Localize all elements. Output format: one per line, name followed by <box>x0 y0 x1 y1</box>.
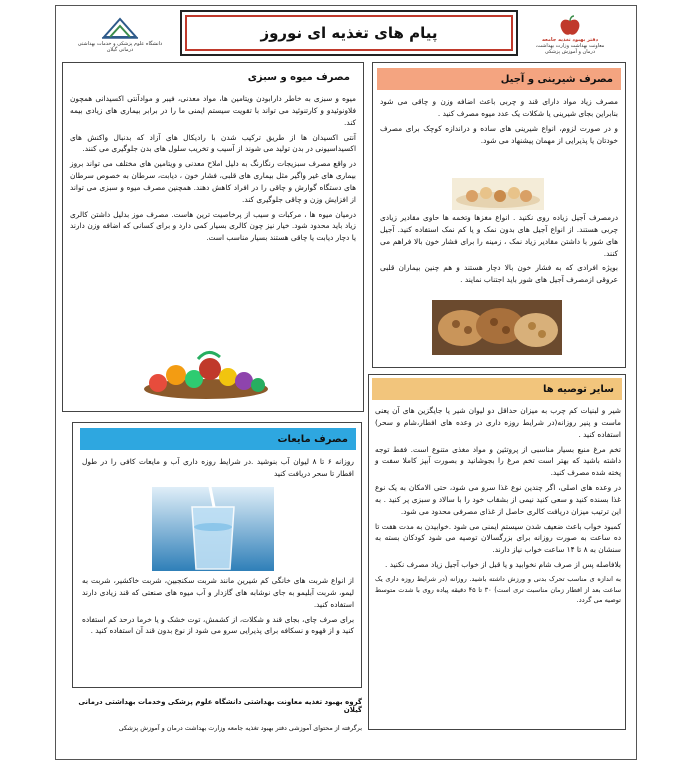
tips-text <box>375 405 621 609</box>
page-title-box <box>180 10 518 56</box>
tips-paragraph-5: بلافاصله پس از صرف شام نخوابید و یا قبل از خواب آجیل زیاد مصرف نکنید . <box>385 560 621 570</box>
university-emblem-icon <box>100 15 140 41</box>
sweets-paragraph-1: مصرف زیاد مواد دارای قند و چربی باعث اضافه وزن و چاقی می شود بنابراین بجای شیرینی یا شکلات یک عدد میوه مصرف کنید . <box>380 97 618 118</box>
university-logo <box>70 14 170 54</box>
nutrition-office-logo <box>530 12 610 58</box>
tips-paragraph-6: به اندازه ی مناسب تحرک بدنی و ورزش داشته باشید. روزانه (در شرایط روزه داری یک ساعت بعد از افطار زمان مناسبت تری است) ۳۰ تا ۴۵ دقیقه پیاده روی با شدت متوسط توصیه می گردد. <box>375 574 621 605</box>
university-logo-text: دانشگاه علوم پزشکی و خدمات بهداشتی درمانی گیلان <box>77 41 163 53</box>
fluids-paragraph-1: روزانه ۶ تا ۸ لیوان آب بنوشید .در شرایط روزه داری آب و مایعات کافی را در طول افطار تا سحر دریافت کنید <box>82 457 354 478</box>
tips-heading: سایر توصیه ها <box>372 378 622 400</box>
nutrition-office-title: دفتر بهبود تغذیه جامعه <box>541 37 599 43</box>
apple-icon <box>558 15 582 37</box>
tips-paragraph-3: در وعده های اصلی، اگر چندین نوع غذا سرو می شود، حتی الامکان به یک نوع غذا بسنده کنید و سعی کنید نیمی از بشقاب خود را با سالاد و سبزی پر کنید . به این ترتیب میزان دریافت کالری حاصل از غذای مصرفی محدود می شود. <box>375 483 621 516</box>
footer-credit: گروه بهبود تغذیه معاونت بهداشتی دانشگاه علوم پزشکی وخدمات بهداشتی درمانی گیلان <box>78 698 362 714</box>
sweets-image <box>452 178 544 210</box>
sweets-paragraph-3: درمصرف آجیل زیاده روی نکنید . انواع مغزها وتخمه ها حاوی مقادیر زیادی چربی هستند. از انواع آجیل های بدون نمک و یا کم نمک استفاده کنید. آجیل های شور با داشتن مقادیر زیاد نمک ، زمینه را برای فشار خون بالا فراهم می کنند. <box>380 213 618 258</box>
tips-paragraph-4: کمبود خواب باعث ضعیف شدن سیستم ایمنی می شود .خوابیدن به مدت هفت تا ده ساعت به صورت روزانه برای بزرگسالان توصیه می شود کودکان بسته به سنشان به ۸ تا ۱۴ ساعت خواب نیاز دارند. <box>375 521 621 555</box>
water-glass-image <box>152 487 274 571</box>
sweets-text-bottom <box>380 212 618 289</box>
tips-paragraph-1: شیر و لبنیات کم چرب به میزان حداقل دو لیوان شیر یا جایگزین های آن یعنی ماست و پنیر روزانه(در شرایط روزه داری در وعده های افطار،شام و سحر) استفاده کنید . <box>375 406 621 439</box>
nutrition-office-subtitle: معاونت بهداشت وزارت بهداشت، درمان و آموزش پزشکی <box>535 43 605 55</box>
sweets-text-top <box>380 96 618 149</box>
fruits-paragraph-4: درمیان میوه ها ، مرکبات و سیب از پرخاصیت ترین هاست. مصرف موز بدلیل داشتن کالری زیاد باید محدود شود. خیار نیز چون کالری بسیار کمی دارد و برای کسانی که اضافه وزن دارند یا دچار دیابت یا چاقی هستند بسیار مناسب است. <box>70 209 356 243</box>
fluids-paragraph-2: از انواع شربت های خانگی کم شیرین مانند شربت سکنجبین، شربت خاکشیر، شربت به لیمو، شربت آبلیمو به جای نوشابه های گازدار و آب میوه های صنعتی که قند زیادی دارند استفاده کنید. <box>82 576 354 609</box>
sweets-paragraph-2: و در صورت لزوم، انواع شیرینی های ساده و دراندازه کوچک برای مصرف خودتان یا پذیرایی از مهمان پیشنهاد می شود. <box>380 123 618 145</box>
fruits-paragraph-3: در واقع مصرف سبزیجات رنگارنگ به دلیل املاح معدنی و ویتامین های مختلف می تواند بروز بیماری های غیر واگیر مثل بیماری های قلبی، فشار خون ، دیابت، سرطان به خصوص سرطان های دستگاه گوارش و چاقی را در افراد کاهش دهند. همچنین مصرف میوه و سبزی می تواند از افزایش وزن و چاقی جلوگیری کند. <box>70 159 356 204</box>
fluids-text-bottom <box>82 575 354 640</box>
fruits-heading: مصرف میوه و سبزی <box>68 66 358 88</box>
fruits-paragraph-2: آنتی اکسیدان ها از طریق ترکیب شدن با رادیکال های آزاد که بدنبال واکنش های اکسیداسیونی در بدن تولید می شوند از آسیب و تخریب سلول های بدن جلوگیری می کنند. <box>70 132 356 154</box>
fluids-heading: مصرف مایعات <box>80 428 356 450</box>
sweets-heading: مصرف شیرینی و آجیل <box>377 68 621 90</box>
fluids-text-top <box>82 456 354 483</box>
fruits-paragraph-1: میوه و سبزی به خاطر دارابودن ویتامین ها، مواد معدنی، فیبر و موادآنتی اکسیدانی همچون فلاونوئیدو و کارتنوئید می تواند با تقویت سیستم ایمنی ما را در برابر بیماری های زیادی بیمه کند. <box>70 94 356 127</box>
sweets-paragraph-4: بویژه افرادی که به فشار خون بالا دچار هستند و هم چنین بیماران قلبی عروقی ازمصرف آجیل های شور باید اجتناب نمایند . <box>380 263 618 285</box>
tips-paragraph-2: تخم مرغ منبع بسیار مناسبی از پروتئین و مواد مغذی متنوع است. فقط توجه داشته باشید که بهتر است تخم مرغ را بجوشانید و بصورت آبپز کاملا سفت و پخته شده مصرف کنید. <box>375 444 621 478</box>
footer-source: برگرفته از محتوای آموزشی دفتر بهبود تغذیه جامعه وزارت بهداشت درمان و آموزش پزشکی <box>118 724 362 732</box>
fruits-image <box>138 345 274 401</box>
page-title: پیام های تغذیه ای نوروز <box>260 24 438 42</box>
fluids-paragraph-3: برای صرف چای، بجای قند و شکلات، از کشمش، توت خشک و یا خرما درحد کم استفاده کنید و از قهوه و نسکافه برای پذیرایی سرو می شود از نوع بدون قند آن استفاده کنید . <box>82 614 354 636</box>
nuts-image <box>432 300 562 355</box>
fruits-text <box>70 93 356 247</box>
